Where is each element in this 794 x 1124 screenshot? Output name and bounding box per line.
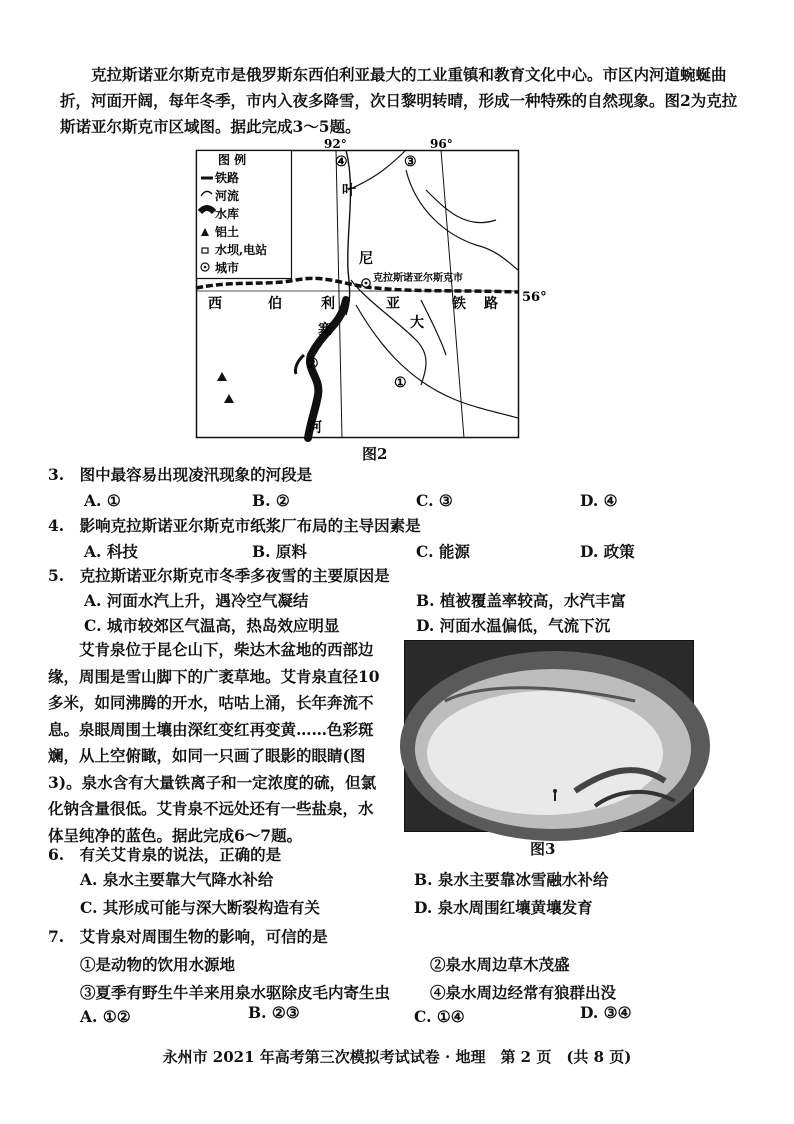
- segment-3: ③: [404, 154, 417, 170]
- q7-option-c: C. ①④: [414, 1007, 465, 1026]
- rail-char-5: 铁: [452, 296, 466, 312]
- segment-4: ④: [335, 154, 348, 170]
- q3-option-b: B. ②: [252, 491, 290, 510]
- legend-box: [197, 151, 292, 279]
- longitude-92: 92°: [324, 137, 347, 151]
- q3-option-d: D. ④: [580, 491, 618, 510]
- question-7: 7. 艾肯泉对周围生物的影响，可信的是: [48, 927, 328, 946]
- longitude-96: 96°: [430, 137, 453, 151]
- q4-option-b: B. 原料: [252, 542, 307, 561]
- q4-option-a: A. 科技: [84, 542, 138, 561]
- rail-char-1: 西: [208, 296, 222, 312]
- q4-option-c: C. 能源: [416, 542, 470, 561]
- q7-option-d: D. ③④: [580, 1003, 632, 1022]
- q6-option-b: B. 泉水主要靠冰雪融水补给: [414, 870, 609, 889]
- legend-title: 图 例: [218, 153, 247, 167]
- q6-option-a: A. 泉水主要靠大气降水补给: [80, 870, 274, 889]
- q5-option-d: D. 河面水温偏低，气流下沉: [416, 616, 611, 635]
- intro-paragraph-2: 艾肯泉位于昆仑山下，柴达木盆地的西部边缘，周围是雪山脚下的广袤草地。艾肯泉直径10多米，如同沸腾的开水，咕咕上涌，长年奔流不息。泉眼周围土壤由深红变红再变黄……色彩斑斓，从上空俯瞰，如同一只画了眼影的眼睛(图3)。泉水含有大量铁离子和一定浓度的硫，但氯化钠含量很低。艾肯泉不远处还有一些盐泉，水体呈纯净的蓝色。据此完成6～7题。: [48, 640, 380, 845]
- q4-option-d: D. 政策: [580, 542, 635, 561]
- q5-option-c: C. 城市较郊区气温高，热岛效应明显: [84, 616, 340, 635]
- region-map: [196, 137, 547, 438]
- rail-char-2: 伯: [268, 296, 282, 312]
- q3-option-c: C. ③: [416, 491, 453, 510]
- da-char: 大: [410, 315, 424, 331]
- q5-option-b: B. 植被覆盖率较高，水汽丰富: [416, 591, 626, 610]
- q7-item-3: ③夏季有野生牛羊来用泉水驱除皮毛内寄生虫: [80, 983, 391, 1002]
- intro-paragraph-1: 克拉斯诺亚尔斯克市是俄罗斯东西伯利亚最大的工业重镇和教育文化中心。市区内河道蜿蜒曲折，河面开阔，每年冬季，市内入夜多降雪，次日黎明转晴，形成一种特殊的自然现象。图2为克拉斯诺亚尔斯克市区域图。据此完成3～5题。: [60, 65, 738, 136]
- q7-option-b: B. ②③: [248, 1003, 300, 1022]
- legend-railway: 铁路: [215, 171, 240, 185]
- river-char-4: 河: [308, 420, 322, 436]
- question-4: 4. 影响克拉斯诺亚尔斯克市纸浆厂布局的主导因素是: [48, 516, 421, 535]
- q7-option-a: A. ①②: [80, 1007, 131, 1026]
- rail-char-3: 利: [321, 296, 335, 312]
- q6-option-d: D. 泉水周围红壤黄壤发育: [414, 898, 593, 917]
- legend-river: 河流: [215, 189, 240, 203]
- q5-option-a: A. 河面水汽上升，遇冷空气凝结: [84, 591, 309, 610]
- q7-item-4: ④泉水周边经常有狼群出没: [430, 983, 617, 1002]
- figure-2-caption: 图2: [362, 445, 388, 463]
- rail-char-6: 路: [484, 296, 498, 312]
- aiken-spring-photo: [404, 640, 694, 832]
- figure-3-caption: 图3: [530, 840, 556, 858]
- page-footer: 永州市 2021 年高考第三次模拟考试试卷 · 地理 第 2 页 (共 8 页): [162, 1048, 632, 1066]
- legend-reservoir: 水库: [215, 207, 240, 221]
- rail-char-4: 亚: [386, 296, 400, 312]
- q6-option-c: C. 其形成可能与深大断裂构造有关: [80, 898, 320, 917]
- city-label: 克拉斯诺亚尔斯克市: [373, 273, 463, 284]
- q7-item-1: ①是动物的饮用水源地: [80, 955, 236, 974]
- river-char-2: 尼: [359, 251, 373, 267]
- q7-item-2: ②泉水周边草木茂盛: [430, 955, 570, 974]
- question-5: 5. 克拉斯诺亚尔斯克市冬季多夜雪的主要原因是: [48, 566, 390, 585]
- q3-option-a: A. ①: [84, 491, 121, 510]
- question-6: 6. 有关艾肯泉的说法，正确的是: [48, 845, 282, 864]
- river-char-3: 塞: [318, 322, 332, 338]
- latitude-label: 56°: [522, 290, 547, 305]
- legend-city: 城市: [215, 261, 240, 275]
- segment-2: ②: [306, 356, 319, 372]
- segment-1: ①: [394, 375, 407, 391]
- legend-dam: 水坝,电站: [215, 243, 268, 257]
- question-3: 3. 图中最容易出现凌汛现象的河段是: [48, 465, 313, 484]
- legend-bauxite: 铝土: [215, 225, 240, 239]
- river-char-1: 叶: [342, 183, 356, 199]
